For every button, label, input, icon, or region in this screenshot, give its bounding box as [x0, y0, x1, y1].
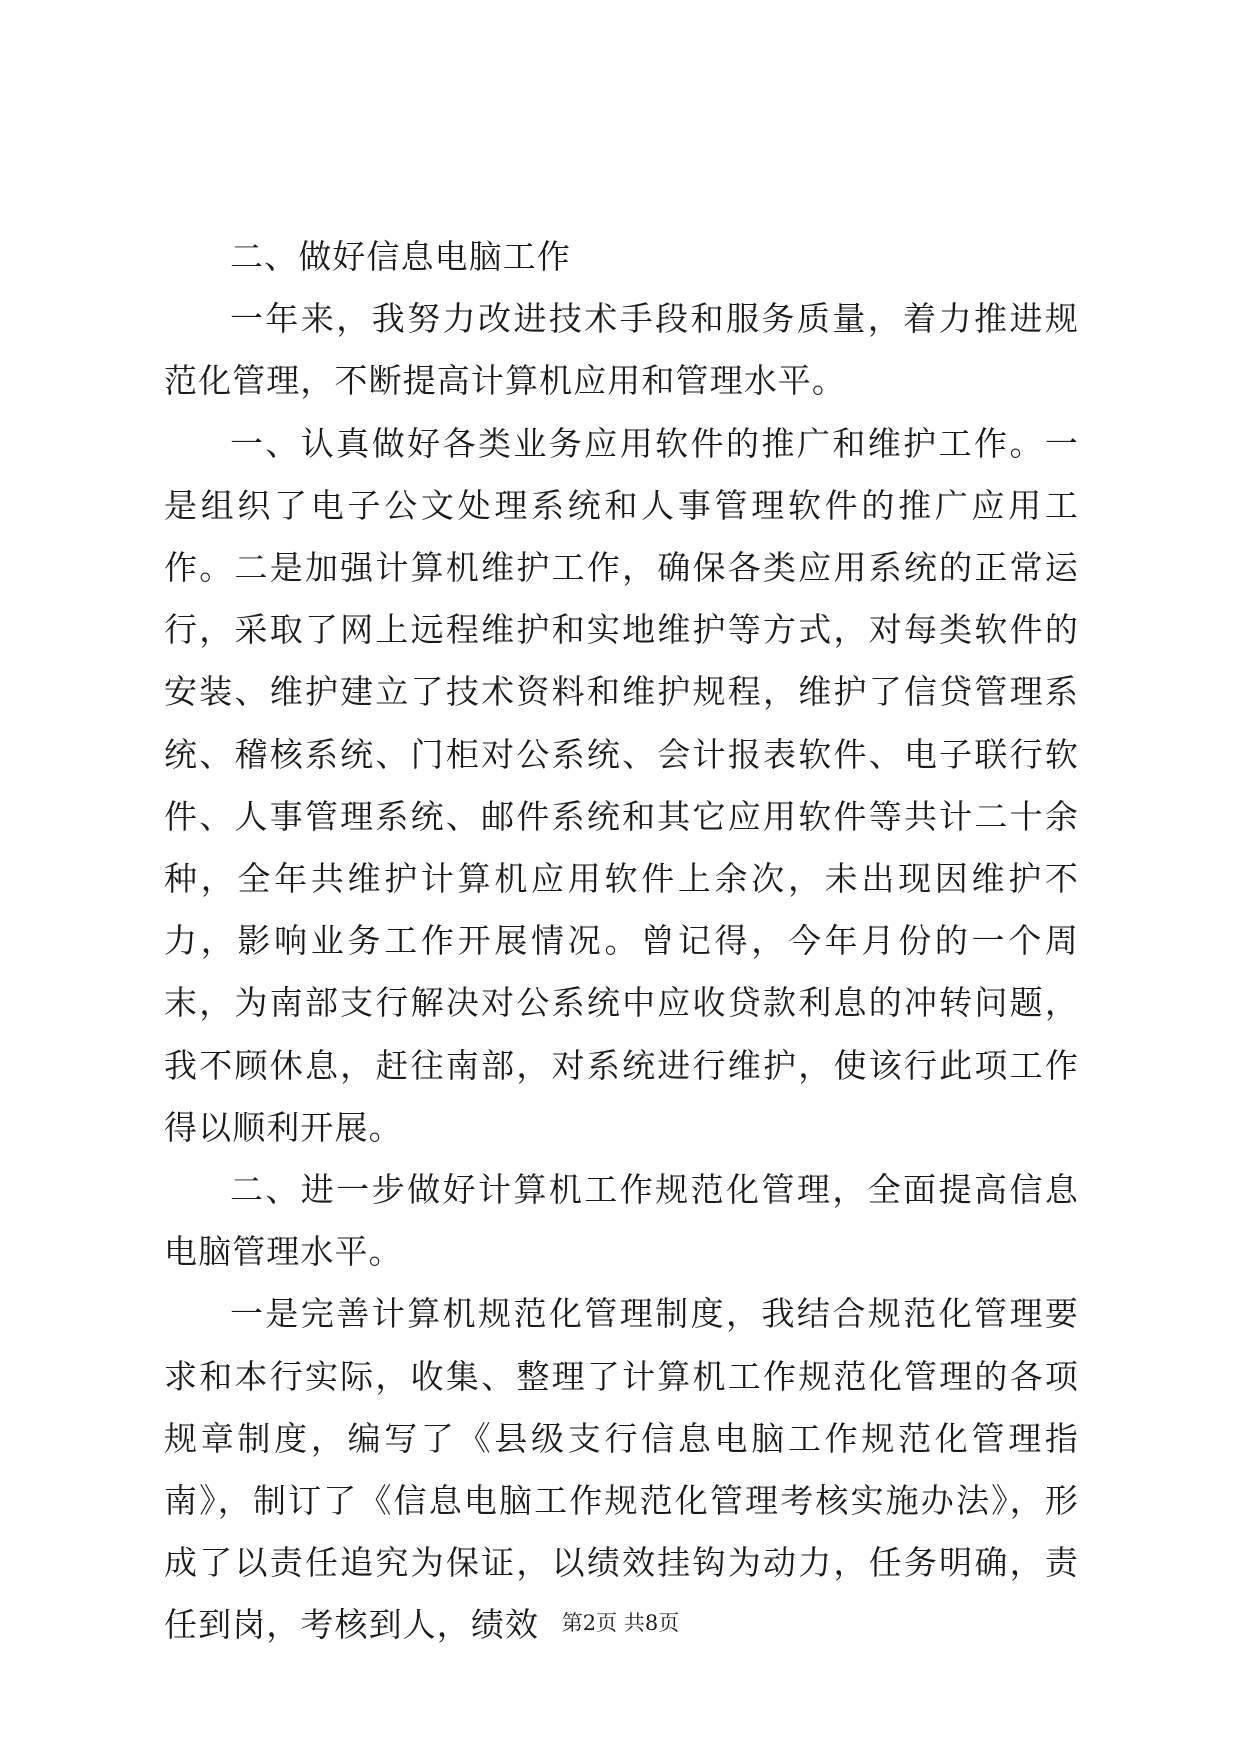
- paragraph-intro: 一年来，我努力改进技术手段和服务质量，着力推进规范化管理，不断提高计算机应用和管理水平。: [164, 299, 1079, 401]
- paragraph-standardization-heading: 二、进一步做好计算机工作规范化管理，全面提高信息电脑管理水平。: [164, 1170, 1079, 1272]
- paragraph-software-maintenance: 一、认真做好各类业务应用软件的推广和维护工作。一是组织了电子公文处理系统和人事管理软件的推广应用工作。二是加强计算机维护工作，确保各类应用系统的正常运行，采取了网上远程维护和实地维护等方式，对每类软件的安装、维护建立了技术资料和维护规程，维护了信贷管理系统、稽核系统、门柜对公系统、会计报表软件、电子联行软件、人事管理系统、邮件系统和其它应用软件等共计二十余种，全年共维护计算机应用软件上余次，未出现因维护不力，影响业务工作开展情况。曾记得，今年月份的一个周末，为南部支行解决对公系统中应收贷款利息的冲转问题，我不顾休息，赶往南部，对系统进行维护，使该行此项工作得以顺利开展。: [164, 423, 1079, 1147]
- page-number-footer: 第2页 共8页: [561, 1611, 680, 1635]
- paragraph-management-system: 一是完善计算机规范化管理制度，我结合规范化管理要求和本行实际，收集、整理了计算机工作规范化管理的各项规章制度，编写了《县级支行信息电脑工作规范化管理指南》，制订了《信息电脑工作规范化管理考核实施办法》，形成了以责任追究为保证，以绩效挂钩为动力，任务明确，责任到岗，考核到人，绩效: [164, 1294, 1079, 1645]
- section-heading: 二、做好信息电脑工作: [230, 237, 571, 276]
- document-body: [164, 226, 1079, 1657]
